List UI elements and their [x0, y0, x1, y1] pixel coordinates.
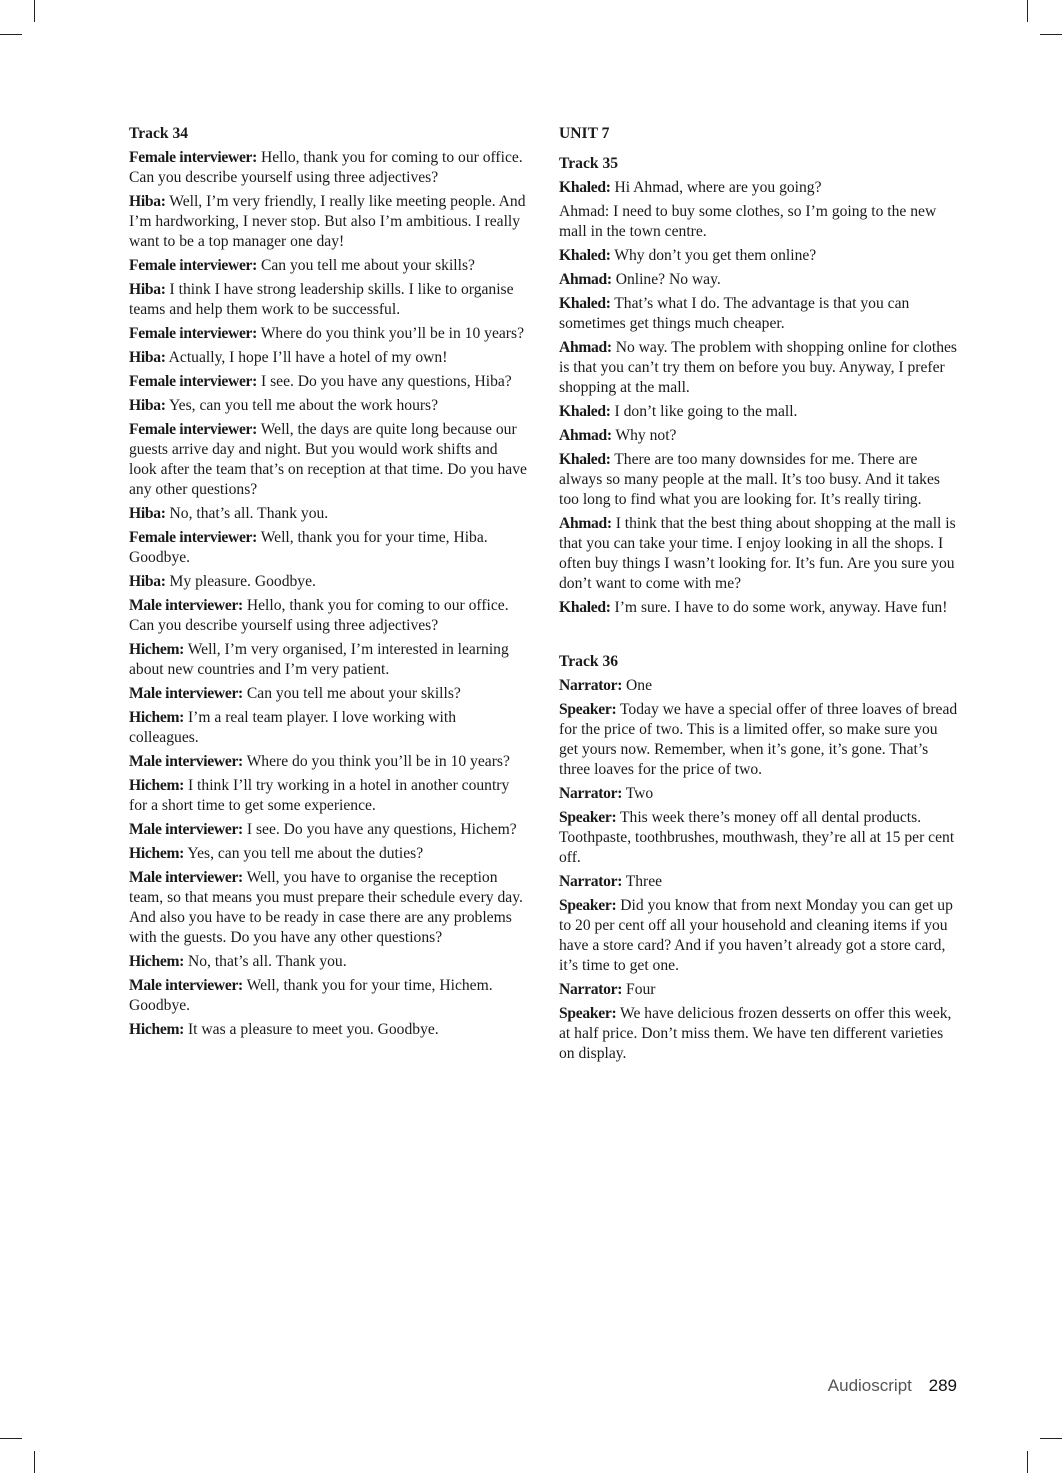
dialogue-line: [129, 572, 527, 592]
speaker-name: Hiba:: [129, 397, 166, 414]
dialogue-line: [129, 148, 527, 188]
speaker-name: Khaled:: [559, 451, 611, 468]
track-36-heading: Track 36: [559, 653, 619, 670]
page-number: 289: [928, 1376, 957, 1395]
dialogue-line: [129, 324, 527, 344]
speaker-name: Hichem:: [129, 845, 185, 862]
speaker-name: Hiba:: [129, 505, 166, 522]
dialogue-text: I’m a real team player. I love working with colleagues.: [129, 709, 457, 746]
dialogue-line: [129, 256, 527, 276]
dialogue-text: Online? No way.: [615, 271, 721, 288]
dialogue-text: Well, you have to organise the reception team, so that means you must prepare their schedule every day. And also you have to be ready in case there are any problems with the guests. Do you have any other questions?: [129, 869, 523, 946]
dialogue-text: I think I’ll try working in a hotel in another country for a short time to get some experience.: [129, 777, 510, 814]
speaker-name: Male interviewer:: [129, 685, 243, 702]
speaker-name: Narrator:: [559, 785, 623, 802]
speaker-name: Narrator:: [559, 677, 623, 694]
right-column: [559, 124, 959, 1068]
dialogue-text: Yes, can you tell me about the duties?: [187, 845, 424, 862]
dialogue-line: [129, 192, 527, 252]
dialogue-text: Three: [625, 873, 663, 890]
dialogue-line: [129, 952, 527, 972]
dialogue-line: [559, 808, 959, 868]
dialogue-text: Well, the days are quite long because our guests arrive day and night. But you would work shifts and look after the team that’s on reception at that time. Do you have any other questions?: [129, 421, 527, 498]
dialogue-line: [129, 976, 527, 1016]
dialogue-text: Actually, I hope I’ll have a hotel of my own!: [168, 349, 448, 366]
speaker-name: Hichem:: [129, 641, 185, 658]
speaker-name: Hiba:: [129, 573, 166, 590]
dialogue-text: Well, thank you for your time, Hiba. Goodbye.: [129, 529, 488, 566]
dialogue-text: Well, I’m very organised, I’m interested in learning about new countries and I’m very patient.: [129, 641, 509, 678]
dialogue-line: [559, 338, 959, 398]
dialogue-text: This week there’s money off all dental products. Toothpaste, toothbrushes, mouthwash, they’re all at 15 per cent off.: [559, 809, 955, 866]
dialogue-line: [129, 708, 527, 748]
dialogue-line: [129, 528, 527, 568]
speaker-name: Hiba:: [129, 349, 166, 366]
track-36-dialogue: [559, 676, 959, 1064]
dialogue-line: [129, 820, 527, 840]
dialogue-line: [129, 280, 527, 320]
dialogue-text: There are too many downsides for me. There are always so many people at the mall. It’s too busy. And it takes too long to find what you are looking for. It’s really tiring.: [559, 451, 940, 508]
dialogue-line: [129, 776, 527, 816]
speaker-name: Female interviewer:: [129, 529, 258, 546]
speaker-name: Male interviewer:: [129, 753, 243, 770]
crop-mark: [1027, 0, 1028, 22]
crop-mark: [1040, 34, 1062, 35]
dialogue-line: [129, 420, 527, 500]
dialogue-text: I see. Do you have any questions, Hichem?: [246, 821, 517, 838]
dialogue-line: [129, 752, 527, 772]
speaker-name: Female interviewer:: [129, 149, 258, 166]
dialogue-text: Well, I’m very friendly, I really like meeting people. And I’m hardworking, I never stop. But also I’m ambitious. I really want to be a top manager one day!: [129, 193, 526, 250]
speaker-name: Khaled:: [559, 599, 611, 616]
dialogue-line: [129, 1020, 527, 1040]
dialogue-text: I think that the best thing about shopping at the mall is that you can take your time. I enjoy looking in all the shops. I often buy things I wasn’t looking for. It’s fun. Are you sure you don’t want to come with me?: [559, 515, 956, 592]
dialogue-line: [129, 640, 527, 680]
dialogue-line: [559, 294, 959, 334]
dialogue-line: [559, 426, 959, 446]
crop-mark: [1027, 1451, 1028, 1473]
dialogue-line: [129, 396, 527, 416]
dialogue-text: Today we have a special offer of three loaves of bread for the price of two. This is a limited offer, so make sure you get yours now. Remember, when it’s gone, it’s gone. That’s three loaves for the price of two.: [559, 701, 958, 778]
dialogue-text: Hello, thank you for coming to our office. Can you describe yourself using three adjectives?: [129, 597, 509, 634]
dialogue-text: Two: [625, 785, 654, 802]
left-column: [129, 124, 527, 1044]
dialogue-text: I think I have strong leadership skills. I like to organise teams and help them work to be successful.: [129, 281, 514, 318]
speaker-name: Ahmad:: [559, 427, 612, 444]
speaker-name: Male interviewer:: [129, 977, 243, 994]
dialogue-text: I don’t like going to the mall.: [614, 403, 798, 420]
section-label: Audioscript: [827, 1376, 912, 1395]
speaker-name: Speaker:: [559, 809, 617, 826]
speaker-name: Speaker:: [559, 897, 617, 914]
speaker-name: Male interviewer:: [129, 869, 243, 886]
dialogue-text: Hello, thank you for coming to our office. Can you describe yourself using three adjectives?: [129, 149, 523, 186]
dialogue-line: [559, 872, 959, 892]
speaker-name: Narrator:: [559, 873, 623, 890]
crop-mark: [0, 34, 22, 35]
dialogue-text: Can you tell me about your skills?: [260, 257, 475, 274]
speaker-name: Ahmad:: [559, 515, 612, 532]
dialogue-line: [559, 980, 959, 1000]
dialogue-line: [559, 178, 959, 198]
dialogue-line: [129, 596, 527, 636]
speaker-name: Ahmad:: [559, 339, 612, 356]
page-footer: [828, 1376, 957, 1396]
track-34-heading: Track 34: [129, 125, 189, 142]
dialogue-text: Can you tell me about your skills?: [246, 685, 461, 702]
unit-heading: UNIT 7: [559, 125, 610, 142]
dialogue-line: [559, 896, 959, 976]
dialogue-line: [559, 514, 959, 594]
speaker-name: Hiba:: [129, 193, 166, 210]
dialogue-text: I see. Do you have any questions, Hiba?: [260, 373, 512, 390]
dialogue-line: [559, 784, 959, 804]
speaker-name: Narrator:: [559, 981, 623, 998]
dialogue-text: That’s what I do. The advantage is that you can sometimes get things much cheaper.: [559, 295, 910, 332]
dialogue-text: Why not?: [615, 427, 677, 444]
dialogue-line: [559, 598, 959, 618]
dialogue-line: [559, 450, 959, 510]
dialogue-text: Well, thank you for your time, Hichem. Goodbye.: [129, 977, 493, 1014]
dialogue-line: [559, 676, 959, 696]
speaker-name: Khaled:: [559, 295, 611, 312]
speaker-name: Hichem:: [129, 953, 185, 970]
dialogue-line: [559, 246, 959, 266]
dialogue-text: Where do you think you’ll be in 10 years?: [260, 325, 524, 342]
dialogue-line: [129, 844, 527, 864]
dialogue-text: No, that’s all. Thank you.: [169, 505, 329, 522]
dialogue-text: Yes, can you tell me about the work hours?: [168, 397, 439, 414]
dialogue-text: Hi Ahmad, where are you going?: [614, 179, 822, 196]
crop-mark: [34, 1451, 35, 1473]
dialogue-text: Did you know that from next Monday you can get up to 20 per cent off all your household and cleaning items if you have a store card? And if you haven’t already got a store card, it’s time to get one.: [559, 897, 953, 974]
speaker-name: Khaled:: [559, 403, 611, 420]
dialogue-line: [129, 504, 527, 524]
speaker-name: Female interviewer:: [129, 373, 258, 390]
dialogue-line: [129, 868, 527, 948]
speaker-name: Khaled:: [559, 179, 611, 196]
dialogue-line: [129, 348, 527, 368]
dialogue-text: My pleasure. Goodbye.: [169, 573, 316, 590]
dialogue-text: I’m sure. I have to do some work, anyway. Have fun!: [614, 599, 948, 616]
speaker-name: Speaker:: [559, 701, 617, 718]
track-35-heading: Track 35: [559, 155, 619, 172]
dialogue-line: [559, 1004, 959, 1064]
speaker-name: Female interviewer:: [129, 421, 258, 438]
dialogue-line: [559, 402, 959, 422]
speaker-name: Male interviewer:: [129, 597, 243, 614]
dialogue-text: Where do you think you’ll be in 10 years?: [246, 753, 510, 770]
section-gap: [559, 622, 959, 652]
dialogue-text: It was a pleasure to meet you. Goodbye.: [187, 1021, 439, 1038]
speaker-name: Ahmad:: [559, 271, 612, 288]
dialogue-text: Ahmad: I need to buy some clothes, so I’m going to the new mall in the town centre.: [559, 203, 937, 240]
speaker-name: Male interviewer:: [129, 821, 243, 838]
dialogue-text: No way. The problem with shopping online for clothes is that you can’t try them on before you buy. Anyway, I prefer shopping at the mall.: [559, 339, 957, 396]
dialogue-text: We have delicious frozen desserts on offer this week, at half price. Don’t miss them. We have ten different varieties on display.: [559, 1005, 952, 1062]
track-35-dialogue: [559, 178, 959, 618]
dialogue-line: [559, 202, 959, 242]
dialogue-line: [129, 372, 527, 392]
crop-mark: [0, 1438, 22, 1439]
dialogue-text: No, that’s all. Thank you.: [187, 953, 347, 970]
speaker-name: Hichem:: [129, 1021, 185, 1038]
speaker-name: Hichem:: [129, 777, 185, 794]
speaker-name: Female interviewer:: [129, 257, 258, 274]
dialogue-text: Four: [626, 981, 656, 998]
dialogue-line: [559, 700, 959, 780]
dialogue-line: [129, 684, 527, 704]
speaker-name: Speaker:: [559, 1005, 617, 1022]
dialogue-text: Why don’t you get them online?: [614, 247, 817, 264]
speaker-name: Female interviewer:: [129, 325, 258, 342]
crop-mark: [34, 0, 35, 22]
speaker-name: Hichem:: [129, 709, 185, 726]
crop-mark: [1040, 1438, 1062, 1439]
dialogue-text: One: [626, 677, 652, 694]
speaker-name: Hiba:: [129, 281, 166, 298]
track-34-dialogue: [129, 148, 527, 1040]
speaker-name: Khaled:: [559, 247, 611, 264]
dialogue-line: [559, 270, 959, 290]
